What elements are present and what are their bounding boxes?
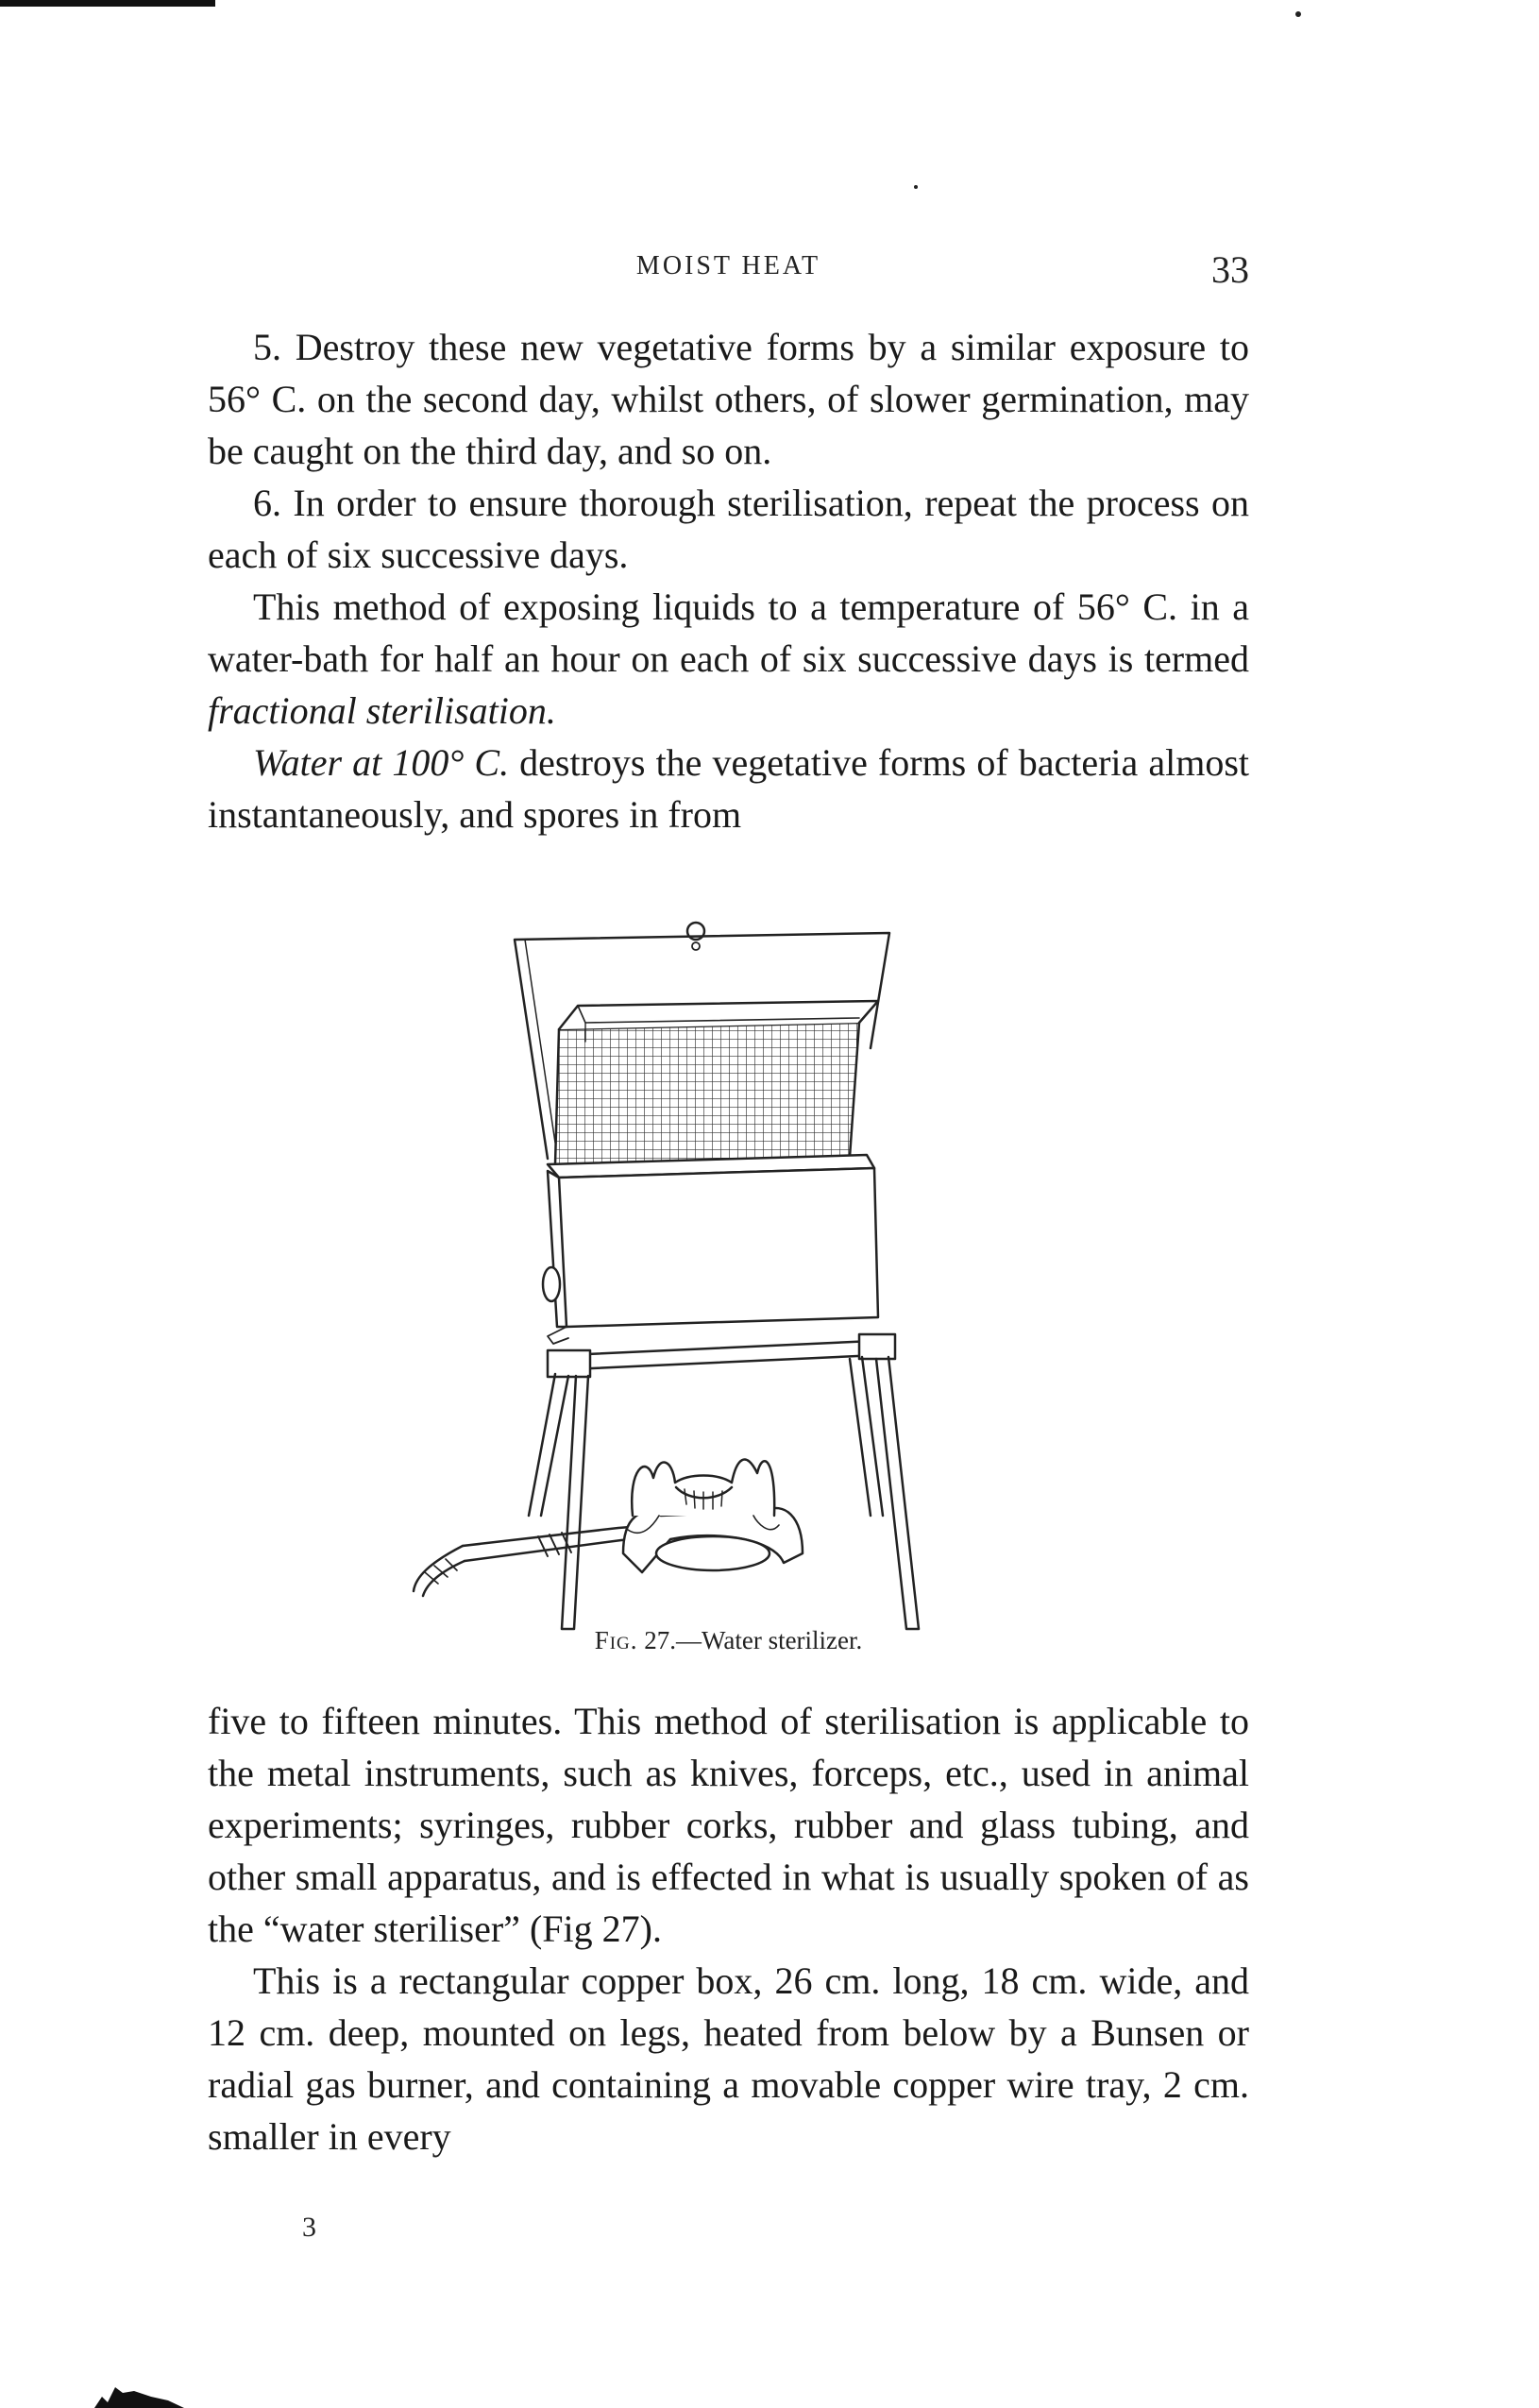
body-text-bottom (208, 1695, 1249, 2162)
step-number: 5. (253, 326, 281, 368)
term-fractional-sterilisation: fractional sterilisation. (208, 689, 556, 732)
paragraph-text: This method of exposing liquids to a temperature of 56° C. in a water-bath for half an hour on each of six successive days is termed (208, 585, 1249, 680)
copper-box (559, 1168, 878, 1327)
paragraph-fractional-sterilisation (208, 581, 1249, 737)
figure-caption-text: 27.—Water sterilizer. (644, 1626, 863, 1654)
page-number: 33 (1211, 248, 1249, 291)
step-number: 6. (253, 482, 281, 524)
paragraph-continuation (208, 1695, 1249, 1955)
stand-leg (529, 1374, 568, 1516)
paragraph-step-6 (208, 477, 1249, 581)
scan-blot (94, 2380, 184, 2408)
wire-tray (555, 1023, 859, 1164)
stand-leg (876, 1357, 919, 1629)
figure-caption (208, 1626, 1249, 1655)
scan-speck (1295, 11, 1301, 17)
scan-edge-mark (0, 0, 215, 7)
figure-water-sterilizer (406, 911, 1067, 1638)
paragraph-step-5 (208, 321, 1249, 477)
printer-signature: 3 (302, 2212, 316, 2243)
paragraph-text: five to fifteen minutes. This method of sterilisation is applicable to the metal instruments, such as knives, forceps, etc., used in animal experiments; syringes, rubber corks, rubber and glass tubing, and other small apparatus, and is effected in what is usually spoken of as the “water steriliser” (Fig 27). (208, 1700, 1249, 1950)
side-knob (543, 1267, 560, 1301)
running-title: MOIST HEAT (635, 251, 821, 280)
lead-phrase: Water at 100° C. (253, 741, 510, 784)
scan-speck (914, 185, 918, 189)
paragraph-text: Destroy these new vegetative forms by a similar exposure to 56° C. on the second day, whilst others, of slower germination, may be caught on the third day, and so on. (208, 326, 1249, 472)
paragraph-text: In order to ensure thorough sterilisation, repeat the process on each of six successive days. (208, 482, 1249, 576)
water-sterilizer-illustration (406, 911, 1067, 1638)
paragraph-text: This is a rectangular copper box, 26 cm. long, 18 cm. wide, and 12 cm. deep, mounted on legs, heated from below by a Bunsen or radial gas burner, and containing a movable copper wire tray, 2 cm. smaller in every (208, 1959, 1249, 2158)
paragraph-water-at-100 (208, 737, 1249, 840)
paragraph-text: destroys the vegetative forms of bacteria almost instantaneously, and spores in from (208, 741, 1250, 836)
paragraph-copper-box (208, 1955, 1249, 2162)
running-head (208, 247, 1249, 295)
body-text-top (208, 321, 1249, 840)
stand-leg (562, 1376, 588, 1629)
figure-label: Fig. (594, 1626, 638, 1654)
